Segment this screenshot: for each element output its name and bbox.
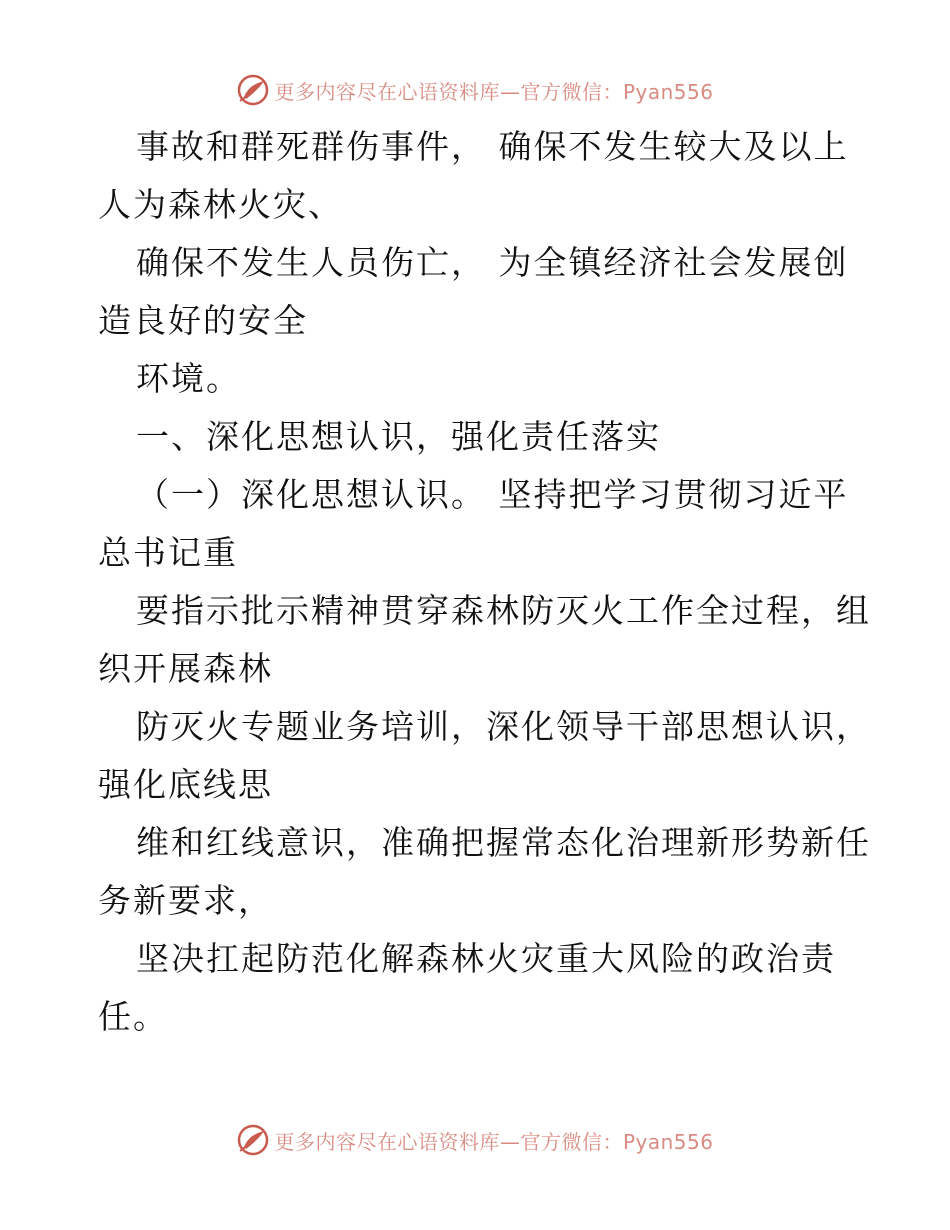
body-text-line: 防灭火专题业务培训，深化领导干部思想认识， <box>136 707 871 746</box>
document-body <box>98 118 871 1046</box>
body-text-line: （一）深化思想认识。 坚持把学习贯彻习近平 <box>136 475 849 514</box>
body-text-line: 坚决扛起防范化解森林火灾重大风险的政治责 <box>136 939 836 978</box>
body-text-line: 人为森林火灾、 <box>98 185 343 224</box>
body-text-line: 事故和群死群伤事件， 确保不发生较大及以上 <box>136 127 849 166</box>
body-text-line: 维和红线意识，准确把握常态化治理新形势新任 <box>136 823 871 862</box>
body-text-line: 造良好的安全 <box>98 301 308 340</box>
body-text-line: 要指示批示精神贯穿森林防灭火工作全过程，组 <box>136 591 871 630</box>
body-text-line: 确保不发生人员伤亡， 为全镇经济社会发展创 <box>136 243 849 282</box>
body-text-line: 织开展森林 <box>98 649 273 688</box>
watermark-footer <box>0 1120 950 1160</box>
body-text-line: 任。 <box>98 997 168 1036</box>
watermark-text: 更多内容尽在心语资料库—官方微信：Pyan556 <box>274 79 714 104</box>
watermark-header <box>0 70 950 110</box>
body-text-line: 总书记重 <box>98 533 238 572</box>
pen-logo-icon <box>236 1123 270 1157</box>
body-text-line: 环境。 <box>136 359 241 398</box>
body-text-line: 一、深化思想认识，强化责任落实 <box>136 417 661 456</box>
pen-logo-icon <box>236 73 270 107</box>
watermark-text: 更多内容尽在心语资料库—官方微信：Pyan556 <box>274 1129 714 1154</box>
body-text-line: 务新要求， <box>98 881 273 920</box>
body-text-line: 强化底线思 <box>98 765 273 804</box>
